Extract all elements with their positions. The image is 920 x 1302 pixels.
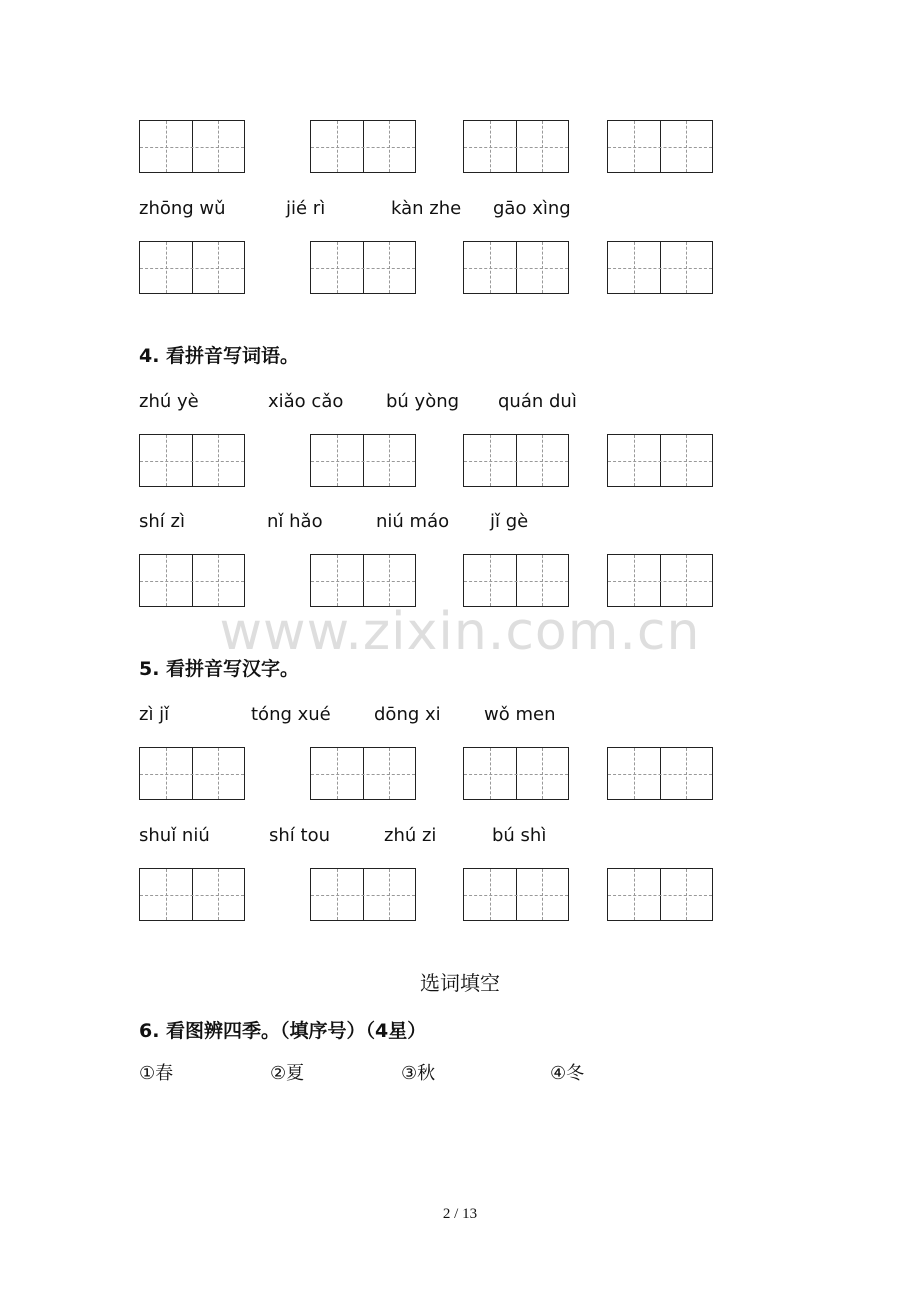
pinyin-label: zì jǐ — [139, 704, 170, 725]
char-grid[interactable] — [607, 868, 713, 921]
char-grid[interactable] — [607, 120, 713, 173]
pinyin-label: nǐ hǎo — [267, 511, 323, 532]
char-grid[interactable] — [607, 241, 713, 294]
char-grid[interactable] — [310, 747, 416, 800]
char-grid[interactable] — [607, 747, 713, 800]
char-grid[interactable] — [139, 747, 245, 800]
pinyin-label: shuǐ niú — [139, 825, 210, 846]
pinyin-label: shí tou — [269, 825, 330, 846]
char-grid[interactable] — [607, 554, 713, 607]
question-6-title: 6. 看图辨四季。（填序号）（4星） — [139, 1020, 427, 1042]
option-summer: ②夏 — [270, 1063, 305, 1084]
pinyin-label: niú máo — [376, 511, 450, 532]
question-4-title: 4. 看拼音写词语。 — [139, 345, 300, 367]
char-grid[interactable] — [139, 120, 245, 173]
pinyin-label: zhú yè — [139, 391, 199, 412]
watermark: www.zixin.com.cn — [219, 602, 701, 662]
pinyin-label: dōng xi — [374, 704, 441, 725]
char-grid[interactable] — [310, 120, 416, 173]
char-grid[interactable] — [139, 554, 245, 607]
pinyin-label: tóng xué — [251, 704, 331, 725]
pinyin-label: shí zì — [139, 511, 185, 532]
option-winter: ④冬 — [550, 1063, 585, 1084]
char-grid[interactable] — [463, 747, 569, 800]
char-grid[interactable] — [310, 554, 416, 607]
pinyin-label: quán duì — [498, 391, 577, 412]
char-grid[interactable] — [139, 868, 245, 921]
char-grid[interactable] — [463, 554, 569, 607]
pinyin-label: jǐ gè — [490, 511, 529, 532]
pinyin-label: gāo xìng — [493, 198, 571, 219]
char-grid[interactable] — [463, 868, 569, 921]
question-5-title: 5. 看拼音写汉字。 — [139, 658, 300, 680]
pinyin-label: zhōng wǔ — [139, 198, 226, 219]
char-grid[interactable] — [139, 241, 245, 294]
pinyin-label: kàn zhe — [391, 198, 462, 219]
char-grid[interactable] — [310, 241, 416, 294]
pinyin-label: xiǎo cǎo — [268, 391, 344, 412]
pinyin-label: bú shì — [492, 825, 547, 846]
char-grid[interactable] — [463, 120, 569, 173]
section-heading: 选词填空 — [420, 971, 500, 995]
char-grid[interactable] — [310, 434, 416, 487]
char-grid[interactable] — [463, 434, 569, 487]
pinyin-label: wǒ men — [484, 704, 556, 725]
char-grid[interactable] — [607, 434, 713, 487]
char-grid[interactable] — [463, 241, 569, 294]
option-autumn: ③秋 — [401, 1063, 436, 1084]
option-spring: ①春 — [139, 1063, 174, 1084]
pinyin-label: jié rì — [286, 198, 326, 219]
char-grid[interactable] — [139, 434, 245, 487]
pinyin-label: bú yòng — [386, 391, 460, 412]
page-number: 2 / 13 — [442, 1206, 478, 1222]
pinyin-label: zhú zi — [384, 825, 437, 846]
char-grid[interactable] — [310, 868, 416, 921]
